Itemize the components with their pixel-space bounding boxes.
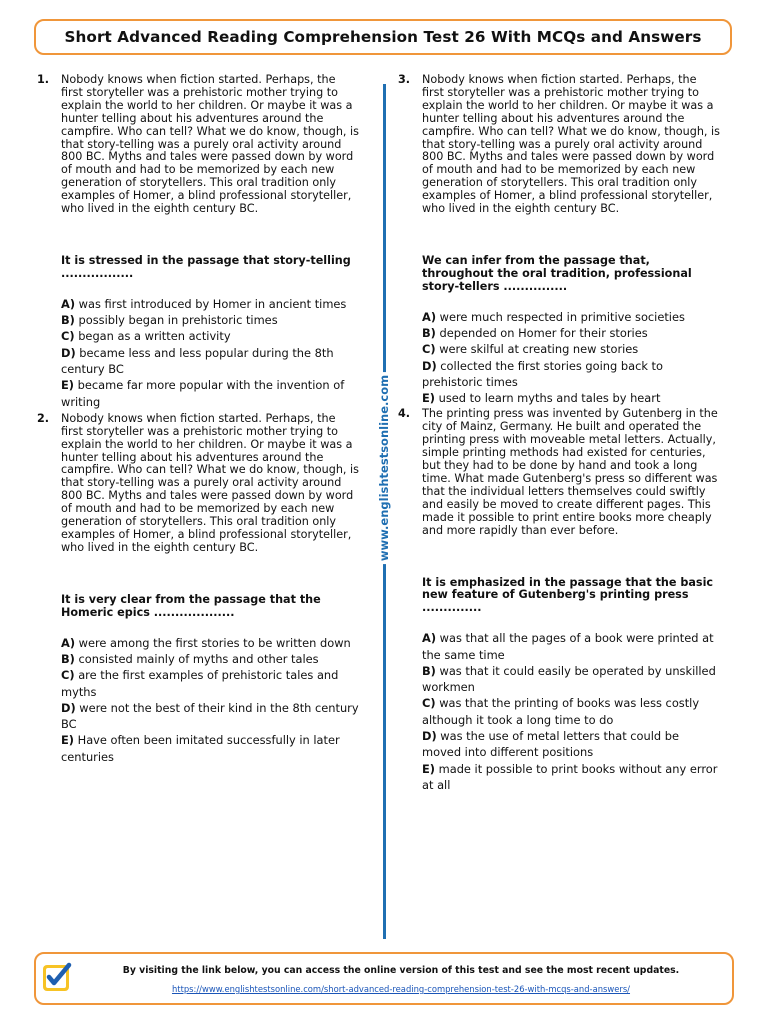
option-e[interactable] <box>422 390 720 406</box>
footer-banner <box>34 952 734 1005</box>
option-letter: C) <box>422 342 436 357</box>
option-text: made it possible to print books without any error at all <box>422 761 718 792</box>
option-e[interactable] <box>61 732 359 765</box>
option-c[interactable] <box>422 341 720 357</box>
option-letter: B) <box>61 313 75 328</box>
option-c[interactable] <box>422 695 720 728</box>
watermark-text: www.englishtestsonline.com <box>377 372 391 564</box>
option-letter: A) <box>422 309 437 324</box>
option-a[interactable] <box>61 296 359 312</box>
options-list <box>61 296 359 410</box>
question-number: 1. <box>37 73 50 86</box>
option-text: were among the first stories to be written down <box>78 635 351 650</box>
option-d[interactable] <box>422 728 720 761</box>
option-a[interactable] <box>422 309 720 325</box>
options-list <box>61 635 359 765</box>
option-letter: E) <box>422 391 435 406</box>
option-e[interactable] <box>422 761 720 794</box>
option-b[interactable] <box>61 651 359 667</box>
option-letter: D) <box>61 700 76 715</box>
option-letter: E) <box>61 378 74 393</box>
right-column <box>398 74 720 793</box>
option-a[interactable] <box>422 630 720 663</box>
passage-text: The printing press was invented by Gutenberg in the city of Mainz, Germany. He built and operated the printing press with moveable metal letters. Actually, simple printing methods had existed for centuries, but they had to be done by hand and took a long time. What made Gutenberg's press so different was that the individual letters themselves could swiftly and easily be moved to create different pages. This made it possible to print entire books more cheaply and more rapidly than ever before. <box>422 407 718 537</box>
option-letter: A) <box>61 296 76 311</box>
option-text: possibly began in prehistoric times <box>78 313 278 328</box>
left-column <box>37 74 359 765</box>
option-letter: B) <box>422 663 436 678</box>
option-e[interactable] <box>61 377 359 410</box>
option-text: was the use of metal letters that could be moved into different positions <box>422 729 679 760</box>
option-text: collected the first stories going back to prehistoric times <box>422 358 663 389</box>
page-title: Short Advanced Reading Comprehension Test 26 With MCQs and Answers <box>64 28 702 46</box>
option-c[interactable] <box>61 667 359 700</box>
passage-text: Nobody knows when fiction started. Perhaps, the first storyteller was a prehistoric mother trying to explain the world to her children. Or maybe it was a hunter telling about his adventures around the campfire. Who can tell? What we do know, though, is that story-telling was a purely oral activity around 800 BC. Myths and tales were passed down by word of mouth and had to be memorized by each new generation of storytellers. This oral tradition only examples of Homer, a blind professional storyteller, who lived in the eighth century BC. <box>61 411 359 554</box>
option-text: were much respected in primitive societies <box>439 309 685 324</box>
passage-text: Nobody knows when fiction started. Perhaps, the first storyteller was a prehistoric mother trying to explain the world to her children. Or maybe it was a hunter telling about his adventures around the campfire. Who can tell? What we do know, though, is that story-telling was a purely oral activity around 800 BC. Myths and tales were passed down by word of mouth and had to be memorized by each new generation of storytellers. This oral tradition only examples of Homer, a blind professional storyteller, who lived in the eighth century BC. <box>61 73 359 216</box>
checkbox-check-icon <box>42 962 72 992</box>
options-list <box>422 309 720 407</box>
question-2 <box>37 413 359 765</box>
option-text: consisted mainly of myths and other tales <box>78 651 319 666</box>
option-letter: B) <box>61 651 75 666</box>
option-letter: A) <box>422 631 437 646</box>
footer-note: By visiting the link below, you can access the online version of this test and see the most recent updates. <box>122 965 680 976</box>
question-stem: It is very clear from the passage that the Homeric epics ................... <box>61 592 321 619</box>
online-test-link[interactable]: https://www.englishtestsonline.com/short-advanced-reading-comprehension-test-26-with-mcqs-and-answers/ <box>171 984 631 994</box>
option-b[interactable] <box>61 312 359 328</box>
option-letter: D) <box>422 358 437 373</box>
question-1 <box>37 74 359 410</box>
option-letter: D) <box>61 345 76 360</box>
question-number: 3. <box>398 73 411 86</box>
option-text: depended on Homer for their stories <box>439 325 648 340</box>
question-stem: It is stressed in the passage that story-telling ................. <box>61 253 351 280</box>
option-letter: C) <box>61 668 75 683</box>
option-text: was first introduced by Homer in ancient times <box>78 296 347 311</box>
question-number: 2. <box>37 411 50 425</box>
option-text: were not the best of their kind in the 8th century BC <box>61 700 359 732</box>
passage-text: Nobody knows when fiction started. Perhaps, the first storyteller was a prehistoric mother trying to explain the world to her children. Or maybe it was a hunter telling about his adventures around the campfire. Who can tell? What we do know, though, is that story-telling was a purely oral activity around 800 BC. Myths and tales were passed down by word of mouth and had to be memorized by each new generation of storytellers. This oral tradition only examples of Homer, a blind professional storyteller, who lived in the eighth century BC. <box>422 73 720 216</box>
option-d[interactable] <box>422 358 720 391</box>
option-text: used to learn myths and tales by heart <box>438 391 661 406</box>
option-d[interactable] <box>61 345 359 378</box>
question-stem: We can infer from the passage that, throughout the oral tradition, professional story-tellers ............... <box>422 253 692 293</box>
option-b[interactable] <box>422 325 720 341</box>
option-letter: C) <box>61 329 75 344</box>
options-list <box>422 630 720 793</box>
option-text: were skilful at creating new stories <box>439 342 639 357</box>
option-letter: A) <box>61 635 76 650</box>
option-letter: C) <box>422 696 436 711</box>
option-b[interactable] <box>422 663 720 696</box>
title-banner <box>34 19 732 55</box>
question-stem: It is emphasized in the passage that the basic new feature of Gutenberg's printing press .............. <box>422 575 714 615</box>
question-number: 4. <box>398 407 411 421</box>
option-text: are the first examples of prehistoric tales and myths <box>61 668 339 699</box>
option-letter: D) <box>422 729 437 744</box>
option-d[interactable] <box>61 700 359 733</box>
option-letter: E) <box>61 733 74 748</box>
question-3 <box>398 74 720 406</box>
option-text: was that all the pages of a book were printed at the same time <box>422 631 714 662</box>
option-text: began as a written activity <box>78 329 231 344</box>
option-letter: B) <box>422 325 436 340</box>
option-text: Have often been imitated successfully in later centuries <box>61 733 340 764</box>
question-4 <box>398 408 720 793</box>
option-text: became less and less popular during the 8th century BC <box>61 345 334 376</box>
option-text: was that the printing of books was less costly although it took a long time to do <box>422 696 700 727</box>
option-c[interactable] <box>61 328 359 344</box>
option-text: became far more popular with the invention of writing <box>61 378 345 409</box>
option-text: was that it could easily be operated by unskilled workmen <box>422 663 716 695</box>
option-letter: E) <box>422 761 435 776</box>
option-a[interactable] <box>61 635 359 651</box>
